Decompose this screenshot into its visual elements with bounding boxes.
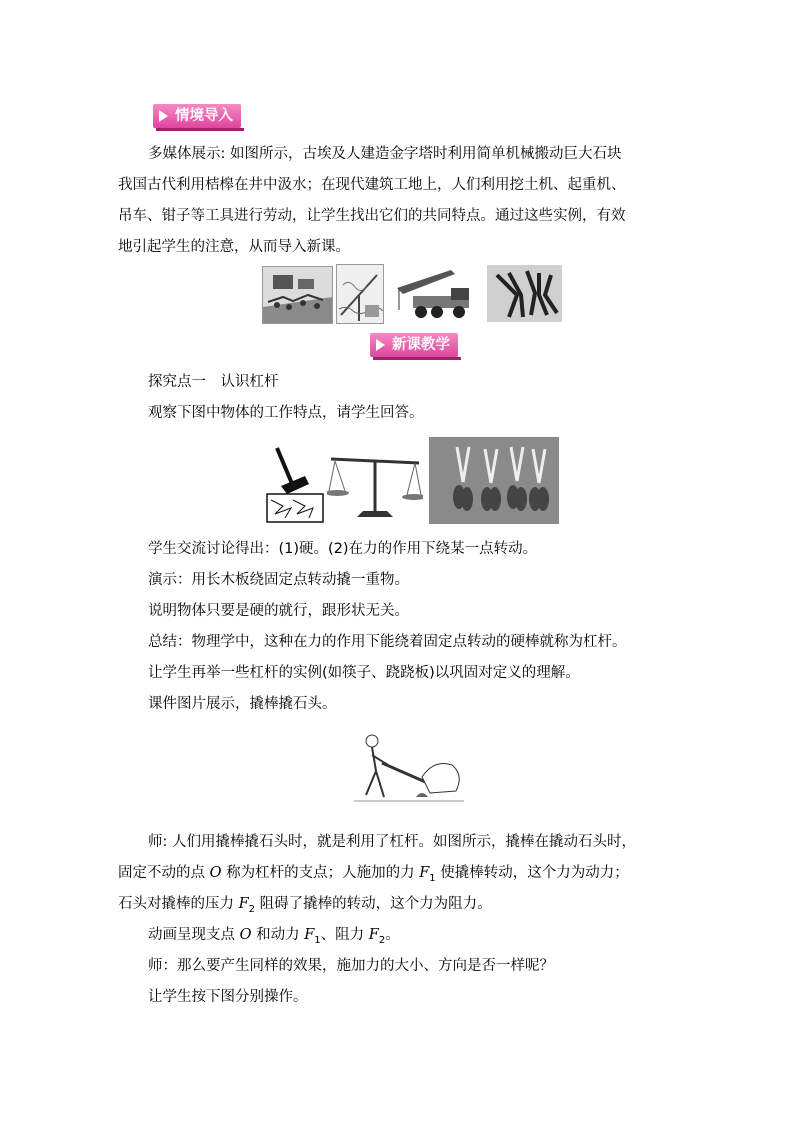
question-text: 师：那么要产生同样的效果，施加力的大小、方向是否一样呢？ — [148, 958, 554, 974]
intro-line-1: 多媒体展示: 如图所示，古埃及人建造金字塔时利用简单机械搬动巨大石块 — [148, 146, 622, 162]
intro-line-2: 我国古代利用桔槔在井中汲水；在现代建筑工地上，人们利用挖土机、起重机、 — [118, 177, 626, 193]
pyramid-image — [262, 266, 333, 324]
operate-text: 让学生按下图分别操作。 — [148, 989, 308, 1005]
symbol-F: F — [419, 865, 430, 881]
symbol-F: F — [238, 896, 249, 912]
hammer-nail-image — [265, 444, 325, 524]
pliers-image — [487, 265, 562, 322]
teacher-line-1: 师: 人们用撬棒撬石头时，就是利用了杠杆。如图所示，撬棒在撬动石头时， — [148, 834, 636, 850]
section-badge-intro — [153, 104, 241, 128]
section-title: 情境导入 — [175, 108, 233, 124]
summary-text: 总结：物理学中，这种在力的作用下能绕着固定点转动的硬棒就称为杠杆。 — [148, 634, 627, 650]
animation-text: 动画呈现支点 O 和动力 $F_1$、阻力 $F_2$。 — [148, 927, 400, 946]
crowbar-rock-image — [352, 731, 466, 809]
well-sweep-image — [336, 264, 384, 324]
intro-line-4: 地引起学生的注意，从而导入新课。 — [118, 239, 350, 255]
observe-text: 观察下图中物体的工作特点，请学生回答。 — [148, 405, 424, 421]
teacher-line-2: 固定不动的点 O 称为杠杆的支点；人施加的力 $F_1$ 使撬棒转动，这个力为动力； — [118, 865, 629, 884]
balance-scale-image — [327, 449, 423, 521]
discuss-text: 学生交流讨论得出：(1)硬。(2)在力的作用下绕某一点转动。 — [148, 541, 538, 557]
demo-text: 演示：用长木板绕固定点转动撬一重物。 — [148, 572, 409, 588]
explain-text: 说明物体只要是硬的就行，跟形状无关。 — [148, 603, 409, 619]
arrow-icon — [159, 110, 168, 122]
examples-text: 让学生再举一些杠杆的实例(如筷子、跷跷板)以巩固对定义的理解。 — [148, 665, 580, 681]
scissors-image — [429, 437, 559, 524]
crane-image — [389, 266, 480, 322]
explore-heading: 探究点一 认识杠杆 — [148, 374, 279, 390]
teacher-line-3: 石头对撬棒的压力 $F_2$ 阻碍了撬棒的转动，这个力为阻力。 — [118, 896, 492, 915]
symbol-O: O — [209, 865, 222, 881]
section-badge-new-lesson — [370, 333, 458, 357]
courseware-text: 课件图片展示，撬棒撬石头。 — [148, 696, 337, 712]
arrow-icon — [376, 339, 385, 351]
intro-line-3: 吊车、钳子等工具进行劳动，让学生找出它们的共同特点。通过这些实例，有效 — [118, 208, 626, 224]
section-title: 新课教学 — [392, 337, 450, 353]
